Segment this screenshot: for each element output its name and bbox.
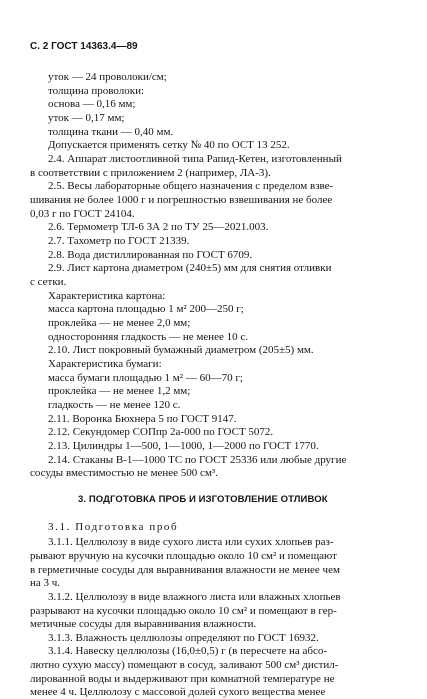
text-line: 2.13. Цилиндры 1—500, 1—1000, 1—2000 по ГОСТ 1770. [48, 440, 319, 452]
text-line: проклейка — не менее 2,0 мм; [48, 317, 191, 329]
text-line: толщина ткани — 0,40 мм. [48, 126, 174, 138]
text-line: 3.1.4. Навеску целлюлозы (16,0±0,5) г (в пересчете на абсо- [48, 645, 328, 657]
text-line: 2.7. Тахометр по ГОСТ 21339. [48, 235, 190, 247]
section-title: 3. ПОДГОТОВКА ПРОБ И ИЗГОТОВЛЕНИЕ ОТЛИВОК [78, 494, 328, 505]
text-line: уток — 0,17 мм; [48, 112, 125, 124]
text-line: с сетки. [30, 276, 67, 288]
text-line: разрывают на кусочки площадью около 10 см² и помещают в гер- [30, 605, 337, 617]
text-line: 2.14. Стаканы В-1—1000 ТС по ГОСТ 25336 или любые другие [48, 454, 347, 466]
text-line: в герметичные сосуды для выравнивания влажности не менее чем [30, 564, 340, 576]
text-line: лютно сухую массу) помещают в сосуд, заливают 500 см³ дистил- [30, 659, 339, 671]
text-line: 2.12. Секундомер СОПпр 2а-000 по ГОСТ 5072. [48, 426, 274, 438]
text-line: в соответствии с приложением 2 (например, ЛА-3). [30, 167, 271, 179]
text-line: метичные сосуды для выравнивания влажности. [30, 618, 257, 630]
text-line: Допускается применять сетку № 40 по ОСТ 13 252. [48, 139, 290, 151]
text-line: на 3 ч. [30, 577, 61, 589]
text-line: 3.1.2. Целлюлозу в виде влажного листа или влажных хлопьев [48, 591, 341, 603]
text-line: 3.1.1. Целлюлозу в виде сухого листа или сухих хлопьев раз- [48, 536, 334, 548]
text-line: сосуды вместимостью не менее 500 см³. [30, 467, 218, 479]
text-line: основа — 0,16 мм; [48, 98, 136, 110]
text-line: проклейка — не менее 1,2 мм; [48, 385, 191, 397]
text-line: 2.9. Лист картона диаметром (240±5) мм для снятия отливки [48, 262, 332, 274]
text-line: 2.5. Весы лабораторные общего назначения с пределом взве- [48, 180, 334, 192]
subsection-heading: 3.1. Подготовка проб [48, 521, 179, 533]
text-line: масса картона площадью 1 м² 200—250 г; [48, 303, 244, 315]
text-line: шивания не более 1000 г и погрешностью взвешивания не более [30, 194, 333, 206]
text-line: 2.11. Воронка Бюхнера 5 по ГОСТ 9147. [48, 413, 237, 425]
text-line: 2.8. Вода дистиллированная по ГОСТ 6709. [48, 249, 253, 261]
text-line: 3.1.3. Влажность целлюлозы определяют по ГОСТ 16932. [48, 632, 319, 644]
text-line: Характеристика бумаги: [48, 358, 162, 370]
text-line: Характеристика картона: [48, 290, 166, 302]
text-line: односторонняя гладкость — не менее 10 с. [48, 331, 248, 343]
text-line: масса бумаги площадью 1 м² — 60—70 г; [48, 372, 243, 384]
text-line: 0,03 г по ГОСТ 24104. [30, 208, 135, 220]
text-line: толщина проволоки: [48, 85, 145, 97]
text-line: 2.6. Термометр ТЛ-6 3А 2 по ТУ 25—2021.003. [48, 221, 269, 233]
text-line: лированной воды и выдерживают при комнатной температуре не [30, 673, 335, 685]
text-line: уток — 24 проволоки/см; [48, 71, 167, 83]
text-line: гладкость — не менее 120 с. [48, 399, 181, 411]
text-line: 2.10. Лист покровный бумажный диаметром (205±5) мм. [48, 344, 314, 356]
text-line: рывают вручную на кусочки площадью около 10 см² и помещают [30, 550, 337, 562]
page-header: С. 2 ГОСТ 14363.4—89 [30, 41, 138, 52]
text-line: 2.4. Аппарат листоотливной типа Рапид-Кетен, изготовленный [48, 153, 342, 165]
text-line: менее 4 ч. Целлюлозу с массовой долей сухого вещества менее [30, 686, 326, 698]
